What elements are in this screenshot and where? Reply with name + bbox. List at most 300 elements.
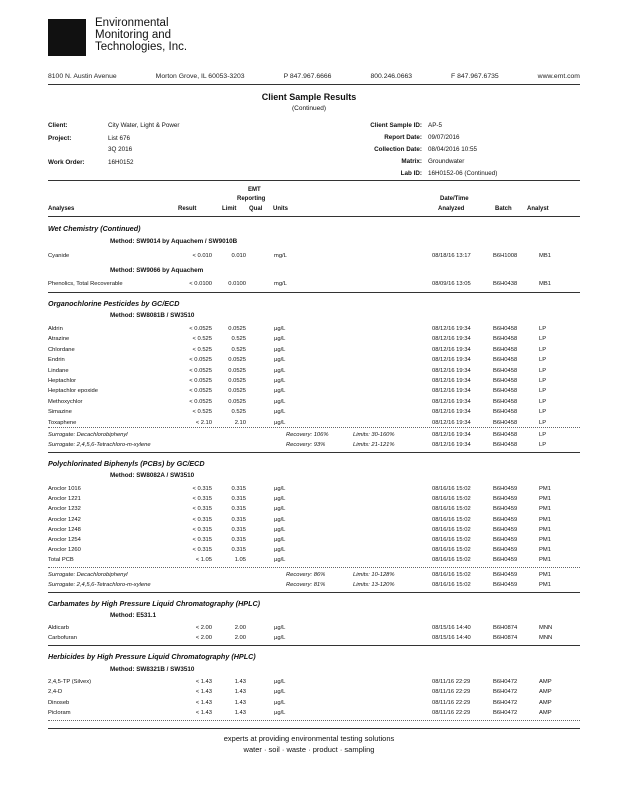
cell-analyst: AMP [539, 679, 552, 685]
cell-analyst: LP [539, 409, 547, 416]
cell-batch: B6H0472 [493, 699, 518, 706]
cell-analyte: Aroclor 1254 [48, 537, 81, 543]
cell-analyte: Aroclor 1221 [48, 496, 81, 503]
cell-analyzed: 08/16/16 15:02 [432, 506, 471, 513]
col-emt: EMT [248, 187, 261, 193]
table-row [48, 368, 580, 376]
footer-rule [48, 728, 580, 729]
section-rule [48, 452, 580, 453]
sampleid-value: AP-5 [428, 122, 442, 129]
cell-analyte: 2,4,5-TP (Silvex) [48, 679, 92, 685]
table-row [48, 347, 580, 355]
cell-analyst: LP [539, 326, 547, 332]
method-label: Method: SW8081B / SW3510 [110, 312, 195, 319]
cell-analyst: LP [539, 378, 547, 384]
cell-result: < 0.525 [192, 409, 212, 416]
cell-units: mg/L [274, 281, 287, 287]
cell-units: µg/L [274, 409, 286, 416]
cell-analyzed: 08/12/16 19:34 [432, 336, 471, 343]
cell-analyzed: 08/16/16 15:02 [432, 581, 471, 588]
cell-analyte: Atrazine [48, 336, 70, 343]
cell-recovery: Recovery: 106% [286, 432, 329, 438]
table-row [48, 399, 580, 407]
cell-analyzed: 08/12/16 19:34 [432, 367, 471, 374]
cell-analyst: PM1 [539, 526, 551, 533]
cell-result: < 2.10 [195, 419, 212, 426]
table-row [48, 635, 580, 643]
cell-analyst: PM1 [539, 486, 551, 492]
cell-result: < 0.525 [192, 336, 212, 343]
cell-limit: 0.0525 [228, 398, 246, 405]
cell-analyte: Heptachlor [48, 378, 77, 384]
cell-result: < 0.315 [192, 496, 212, 503]
cell-batch: B6H0458 [493, 419, 518, 426]
cell-analyst: MB1 [539, 281, 551, 287]
cell-result: < 0.0525 [189, 326, 212, 332]
cell-analyzed: 08/12/16 19:34 [432, 441, 471, 448]
surrogate-row [48, 572, 580, 580]
cell-batch: B6H0874 [493, 635, 518, 641]
cell-limit: 0.315 [231, 547, 246, 554]
cell-limit: 0.0525 [228, 357, 246, 364]
section-rule [48, 592, 580, 593]
client-label: Client: [48, 122, 68, 129]
cell-analyst: PM1 [539, 506, 551, 513]
surrogate-divider [48, 427, 580, 428]
company-logo [48, 19, 86, 56]
cell-units: mg/L [274, 253, 287, 259]
cell-batch: B6H0458 [493, 432, 518, 438]
col-analyst: Analyst [527, 206, 549, 212]
table-row [48, 253, 580, 261]
cell-analyzed: 08/16/16 15:02 [432, 537, 471, 543]
cell-limit: 0.0525 [228, 326, 246, 332]
cell-surrogate: Surrogate: 2,4,5,6-Tetrachloro-m-xylene [48, 581, 151, 588]
cell-limit: 0.0525 [228, 367, 246, 374]
cell-limit: 2.00 [234, 625, 246, 631]
address-bar [48, 73, 580, 80]
cell-result: < 0.0525 [189, 398, 212, 405]
cell-analyzed: 08/12/16 19:34 [432, 398, 471, 405]
cell-batch: B6H0459 [493, 496, 518, 503]
cell-batch: B6H0472 [493, 689, 518, 696]
col-units: Units [273, 206, 288, 212]
cell-analyzed: 08/16/16 15:02 [432, 486, 471, 492]
cell-batch: B6H0458 [493, 398, 518, 405]
cell-surrogate: Surrogate: Decachlorobiphenyl [48, 432, 128, 438]
company-name [95, 17, 187, 53]
page-subtitle: (Continued) [292, 105, 326, 112]
cell-batch: B6H0458 [493, 409, 518, 416]
cell-analyzed: 08/12/16 19:34 [432, 378, 471, 384]
cell-analyte: Simazine [48, 409, 72, 416]
cell-analyst: LP [539, 357, 547, 364]
cell-analyzed: 08/16/16 15:02 [432, 572, 471, 578]
col-result: Result [178, 206, 197, 212]
table-row [48, 378, 580, 386]
cell-analyst: AMP [539, 699, 552, 706]
cell-analyte: Carbofuran [48, 635, 78, 641]
cell-units: µg/L [274, 635, 286, 641]
cell-result: < 0.315 [192, 526, 212, 533]
cell-analyst: LP [539, 367, 547, 374]
column-header-rule [48, 216, 580, 217]
cell-limit: 0.0525 [228, 388, 246, 395]
section-rule [48, 292, 580, 293]
cell-analyst: LP [539, 419, 547, 426]
cell-limit: 1.43 [234, 709, 246, 716]
cell-analyzed: 08/09/16 13:05 [432, 281, 471, 287]
cell-batch: B6H0458 [493, 441, 518, 448]
cell-batch: B6H0459 [493, 506, 518, 513]
table-row [48, 486, 580, 494]
cell-analyst: LP [539, 441, 547, 448]
col-qual: Qual [249, 206, 263, 212]
cell-analyzed: 08/11/16 22:29 [432, 709, 471, 716]
cell-units: µg/L [274, 398, 286, 405]
cell-result: < 1.05 [195, 557, 212, 564]
cell-batch: B6H0458 [493, 367, 518, 374]
collection-label: Collection Date: [374, 146, 422, 153]
cell-limit: 0.315 [231, 506, 246, 513]
cell-units: µg/L [274, 516, 286, 523]
cell-limit: 1.43 [234, 689, 246, 696]
cell-analyzed: 08/12/16 19:34 [432, 357, 471, 364]
cell-batch: B6H0458 [493, 326, 518, 332]
cell-limit: 0.315 [231, 496, 246, 503]
cell-analyst: PM1 [539, 557, 551, 564]
cell-limit: 1.43 [234, 699, 246, 706]
cell-batch: B6H0458 [493, 378, 518, 384]
cell-analyst: AMP [539, 709, 552, 716]
cell-limit: 0.525 [231, 346, 246, 353]
cell-result: < 0.0525 [189, 357, 212, 364]
cell-limits: Limits: 21-121% [353, 441, 395, 448]
cell-analyst: MNN [539, 625, 553, 631]
table-row [48, 679, 580, 687]
cell-batch: B6H0438 [493, 281, 518, 287]
table-row [48, 689, 580, 697]
cell-result: < 0.0525 [189, 388, 212, 395]
sampleid-label: Client Sample ID: [370, 122, 422, 129]
cell-units: µg/L [274, 625, 286, 631]
cell-analyzed: 08/11/16 22:29 [432, 689, 471, 696]
address-city: Morton Grove, IL 60053-3203 [155, 73, 245, 80]
cell-analyst: PM1 [539, 537, 551, 543]
cell-limit: 1.43 [234, 679, 246, 685]
cell-units: µg/L [274, 486, 286, 492]
method-label: Method: SW9066 by Aquachem [110, 267, 204, 274]
cell-limit: 1.05 [234, 557, 246, 564]
cell-result: < 1.43 [195, 699, 212, 706]
cell-result: < 1.43 [195, 689, 212, 696]
cell-analyzed: 08/15/16 14:40 [432, 635, 471, 641]
cell-limit: 0.0100 [228, 281, 246, 287]
cell-result: < 2.00 [195, 635, 212, 641]
cell-result: < 1.43 [195, 679, 212, 685]
table-row [48, 557, 580, 565]
cell-result: < 0.315 [192, 547, 212, 554]
cell-analyte: Aldicarb [48, 625, 69, 631]
cell-analyzed: 08/16/16 15:02 [432, 496, 471, 503]
section-title-carbamates: Carbamates by High Pressure Liquid Chromatography (HPLC) [48, 599, 261, 608]
cell-units: µg/L [274, 496, 286, 503]
cell-recovery: Recovery: 81% [286, 581, 326, 588]
table-row [48, 388, 580, 396]
cell-units: µg/L [274, 346, 286, 353]
cell-analyst: LP [539, 432, 547, 438]
cell-units: µg/L [274, 357, 286, 364]
cell-analyte: Aroclor 1016 [48, 486, 81, 492]
workorder-label: Work Order: [48, 159, 85, 166]
table-row [48, 496, 580, 504]
method-label: Method: SW8321B / SW3510 [110, 666, 195, 673]
cell-analyzed: 08/16/16 15:02 [432, 516, 471, 523]
table-row [48, 700, 580, 708]
table-row [48, 357, 580, 365]
cell-analyst: PM1 [539, 572, 551, 578]
cell-analyte: Dinoseb [48, 699, 70, 706]
cell-limit: 0.315 [231, 526, 246, 533]
cell-analyst: LP [539, 336, 547, 343]
method-label: Method: E531.1 [110, 612, 157, 619]
cell-analyzed: 08/16/16 15:02 [432, 547, 471, 554]
table-row [48, 625, 580, 633]
cell-batch: B6H0459 [493, 486, 518, 492]
cell-recovery: Recovery: 86% [286, 572, 326, 578]
cell-units: µg/L [274, 367, 286, 374]
matrix-value: Groundwater [428, 158, 465, 165]
cell-limit: 0.315 [231, 516, 246, 523]
cell-analyst: PM1 [539, 547, 551, 554]
col-analyzed: Analyzed [438, 206, 465, 212]
header-rule [48, 84, 580, 85]
cell-units: µg/L [274, 526, 286, 533]
cell-result: < 2.00 [195, 625, 212, 631]
company-line: Technologies, Inc. [95, 41, 188, 53]
labid-value: 16H0152-06 (Continued) [428, 170, 498, 177]
cell-analyzed: 08/18/16 13:17 [432, 253, 471, 259]
info-rule [48, 180, 580, 181]
surrogate-row [48, 442, 580, 450]
cell-batch: B6H0458 [493, 336, 518, 343]
cell-units: µg/L [274, 378, 286, 384]
cell-batch: B6H0459 [493, 557, 518, 564]
cell-result: < 0.315 [192, 516, 212, 523]
cell-surrogate: Surrogate: 2,4,5,6-Tetrachloro-m-xylene [48, 441, 151, 448]
cell-analyte: Picloram [48, 709, 71, 716]
cell-batch: B6H0458 [493, 357, 518, 364]
address-fax: F 847.967.6735 [451, 73, 499, 80]
workorder-value: 16H0152 [108, 159, 134, 166]
cell-result: < 0.315 [192, 486, 212, 492]
cell-analyzed: 08/12/16 19:34 [432, 432, 471, 438]
cell-limit: 0.315 [231, 537, 246, 543]
cell-analyst: PM1 [539, 581, 551, 588]
cell-analyzed: 08/12/16 19:34 [432, 346, 471, 353]
cell-analyzed: 08/11/16 22:29 [432, 699, 471, 706]
cell-surrogate: Surrogate: Decachlorobiphenyl [48, 572, 128, 578]
cell-limits: Limits: 30-160% [353, 432, 395, 438]
cell-limit: 2.00 [234, 635, 246, 641]
matrix-label: Matrix: [401, 158, 422, 165]
reportdate-label: Report Date: [384, 134, 422, 141]
cell-result: < 1.43 [195, 709, 212, 716]
cell-result: < 0.525 [192, 346, 212, 353]
cell-batch: B6H0459 [493, 526, 518, 533]
cell-batch: B6H0459 [493, 572, 518, 578]
cell-batch: B6H0874 [493, 625, 518, 631]
cell-analyte: Aldrin [48, 326, 63, 332]
cell-analyst: LP [539, 398, 547, 405]
cell-analyte: Toxaphene [48, 419, 77, 426]
col-reporting: Reporting [237, 196, 266, 202]
cell-units: µg/L [274, 689, 286, 696]
cell-batch: B6H0458 [493, 388, 518, 395]
cell-limit: 0.010 [231, 253, 246, 259]
reportdate-value: 09/07/2016 [428, 134, 460, 141]
table-row [48, 409, 580, 417]
cell-analyte: Phenolics, Total Recoverable [48, 281, 123, 287]
surrogate-row [48, 582, 580, 590]
cell-result: < 0.315 [192, 506, 212, 513]
cell-limit: 2.10 [234, 419, 246, 426]
cell-analyte: Lindane [48, 367, 69, 374]
cell-analyte: Aroclor 1248 [48, 526, 81, 533]
cell-analyte: Aroclor 1260 [48, 547, 81, 554]
cell-result: < 0.0525 [189, 378, 212, 384]
cell-units: µg/L [274, 537, 286, 543]
table-row [48, 527, 580, 535]
table-row [48, 547, 580, 555]
page-title: Client Sample Results [261, 92, 357, 102]
client-value: City Water, Light & Power [108, 122, 180, 129]
address-website: www.emt.com [537, 73, 580, 80]
cell-analyte: Chlordane [48, 346, 75, 353]
cell-units: µg/L [274, 679, 286, 685]
project-label: Project: [48, 135, 72, 142]
cell-units: µg/L [274, 709, 286, 716]
company-line: Environmental [95, 17, 169, 29]
address-phone: P 847.967.6666 [283, 73, 332, 80]
cell-units: µg/L [274, 388, 286, 395]
cell-analyst: MB1 [539, 253, 551, 259]
cell-recovery: Recovery: 93% [286, 441, 326, 448]
table-row [48, 506, 580, 514]
table-row [48, 710, 580, 718]
cell-analyzed: 08/12/16 19:34 [432, 409, 471, 416]
cell-analyte: Cyanide [48, 253, 70, 259]
address-street: 8100 N. Austin Avenue [48, 73, 117, 80]
section-rule [48, 645, 580, 646]
labid-label: Lab ID: [400, 170, 422, 177]
cell-analyzed: 08/16/16 15:02 [432, 557, 471, 564]
cell-analyzed: 08/15/16 14:40 [432, 625, 471, 631]
cell-batch: B6H0472 [493, 679, 518, 685]
cell-result: < 0.315 [192, 537, 212, 543]
cell-analyte: Methoxychlor [48, 398, 83, 405]
cell-analyte: Endrin [48, 357, 65, 364]
cell-batch: B6H0472 [493, 709, 518, 716]
cell-units: µg/L [274, 336, 286, 343]
table-row [48, 517, 580, 525]
cell-analyte: Aroclor 1242 [48, 516, 81, 523]
project-value-2: 3Q 2016 [108, 146, 133, 153]
cell-units: µg/L [274, 506, 286, 513]
section-title-ocp: Organochlorine Pesticides by GC/ECD [48, 299, 180, 308]
col-batch: Batch [495, 206, 512, 212]
cell-batch: B6H0458 [493, 346, 518, 353]
section-title-pcb: Polychlorinated Biphenyls (PCBs) by GC/ECD [48, 459, 205, 468]
cell-units: µg/L [274, 547, 286, 554]
cell-analyst: MNN [539, 635, 553, 641]
cell-analyzed: 08/12/16 19:34 [432, 388, 471, 395]
cell-batch: B6H0459 [493, 581, 518, 588]
table-row [48, 537, 580, 545]
cell-batch: B6H1008 [493, 253, 518, 259]
footer-tagline: experts at providing environmental testing solutions [223, 734, 395, 743]
cell-batch: B6H0459 [493, 547, 518, 554]
surrogate-divider [48, 567, 580, 568]
company-line: Monitoring and [95, 29, 172, 41]
method-label: Method: SW9014 by Aquachem / SW9010B [110, 238, 238, 245]
cell-analyzed: 08/16/16 15:02 [432, 526, 471, 533]
method-label: Method: SW8082A / SW3510 [110, 472, 195, 479]
cell-batch: B6H0459 [493, 537, 518, 543]
footer-services: water · soil · waste · product · sampling [243, 745, 375, 754]
collection-value: 08/04/2016 10:55 [428, 146, 478, 153]
surrogate-row [48, 432, 580, 440]
table-row [48, 281, 580, 289]
cell-units: µg/L [274, 557, 286, 564]
section-title-herbicides: Herbicides by High Pressure Liquid Chromatography (HPLC) [48, 652, 256, 661]
cell-analyte: Heptachlor epoxide [48, 388, 98, 395]
cell-units: µg/L [274, 699, 286, 706]
cell-units: µg/L [274, 419, 286, 426]
cell-limits: Limits: 13-120% [353, 581, 395, 588]
table-row [48, 336, 580, 344]
section-divider [48, 720, 580, 721]
cell-analyte: 2,4-D [48, 689, 63, 696]
cell-analyst: PM1 [539, 496, 551, 503]
col-limit: Limit [222, 206, 237, 212]
cell-result: < 0.010 [192, 253, 212, 259]
section-title-wet: Wet Chemistry (Continued) [48, 224, 141, 233]
cell-result: < 0.0525 [189, 367, 212, 374]
cell-analyzed: 08/11/16 22:29 [432, 679, 471, 685]
cell-analyte: Total PCB [48, 557, 74, 564]
cell-limit: 0.0525 [228, 378, 246, 384]
cell-analyst: LP [539, 388, 547, 395]
cell-limit: 0.525 [231, 336, 246, 343]
cell-analyst: AMP [539, 689, 552, 696]
address-tollfree: 800.246.0663 [370, 73, 413, 80]
cell-limits: Limits: 10-128% [353, 572, 395, 578]
cell-batch: B6H0459 [493, 516, 518, 523]
cell-analyte: Aroclor 1232 [48, 506, 81, 513]
col-analyses: Analyses [48, 206, 75, 212]
project-value: List 676 [108, 135, 131, 142]
cell-units: µg/L [274, 326, 286, 332]
table-row [48, 326, 580, 334]
col-datetime: Date/Time [440, 196, 469, 202]
cell-analyst: LP [539, 346, 547, 353]
cell-limit: 0.315 [231, 486, 246, 492]
cell-result: < 0.0100 [189, 281, 212, 287]
cell-analyzed: 08/12/16 19:34 [432, 326, 471, 332]
cell-analyzed: 08/12/16 19:34 [432, 419, 471, 426]
cell-limit: 0.525 [231, 409, 246, 416]
